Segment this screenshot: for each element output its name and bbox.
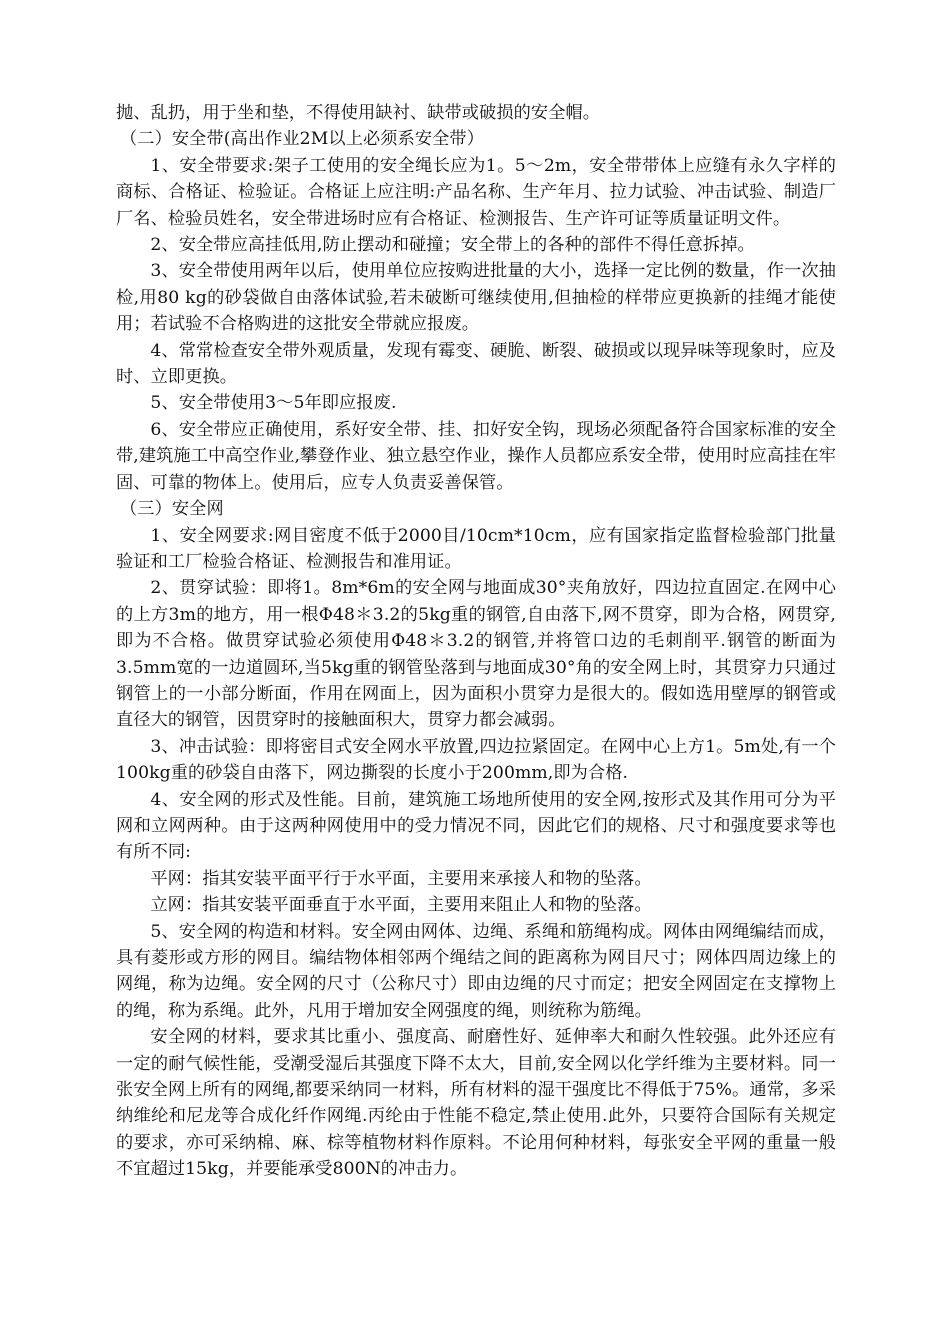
document-body: [116, 100, 836, 1183]
paragraph: 平网：指其安装平面平行于水平面，主要用来承接人和物的坠落。: [150, 868, 652, 889]
paragraph: 2、贯穿试验：即将1。8m*6m的安全网与地面成30°夹角放好，四边拉直固定.在网中心的上方3m的地方，用一根Φ48＊3.2的5kg重的钢管,自由落下,网不贯穿，即为合格，网贯穿,即为不合格。做贯穿试验必须使用Φ48＊3.2的钢管,并将管口边的毛刺削平.钢管的断面为3.5mm宽的一边道圆环,当5kg重的钢管坠落到与地面成30°角的安全网上时，其贯穿力只通过钢管上的一小部分断面，作用在网面上，因为面积小贯穿力是很大的。假如选用壁厚的钢管或直径大的钢管，因贯穿时的接触面积大，贯穿力都会减弱。: [116, 578, 836, 731]
section-heading-safety-net: （三）安全网: [120, 499, 224, 520]
section-heading-safety-belt: （二）安全带(高出作业2M以上必须系安全带）: [120, 129, 485, 150]
paragraph: 5、安全网的构造和材料。安全网由网体、边绳、系绳和筋绳构成。网体由网绳编结而成，具有菱形或方形的网目。编结物体相邻两个绳结之间的距离称为网目尺寸；网体四周边缘上的网绳，称为边绳。安全网的尺寸（公称尺寸）即由边绳的尺寸而定；把安全网固定在支撑物上的绳，称为系绳。此外，凡用于增加安全网强度的绳，则统称为筋绳。: [116, 921, 836, 1021]
paragraph: 4、常常检查安全带外观质量，发现有霉变、硬脆、断裂、破损或以现异味等现象时，应及时、立即更换。: [116, 340, 836, 388]
paragraph: 4、安全网的形式及性能。目前，建筑施工场地所使用的安全网,按形式及其作用可分为平网和立网两种。由于这两种网使用中的受力情况不同，因此它们的规格、尺寸和强度要求等也有所不同:: [116, 789, 836, 863]
paragraph: 3、冲击试验：即将密目式安全网水平放置,四边拉紧固定。在网中心上方1。5m处,有一个100kg重的砂袋自由落下，网边撕裂的长度小于200mm,即为合格.: [116, 736, 836, 784]
paragraph: 6、安全带应正确使用，系好安全带、挂、扣好安全钩，现场必须配备符合国家标准的安全带,建筑施工中高空作业,攀登作业、独立悬空作业，操作人员都应系安全带，使用时应高挂在牢固、可靠的物体上。使用后，应专人负责妥善保管。: [116, 419, 836, 493]
paragraph: 2、安全带应高挂低用,防止摆动和碰撞；安全带上的各种的部件不得任意拆掉。: [150, 235, 755, 256]
paragraph: 1、安全带要求:架子工使用的安全绳长应为1。5～2m，安全带带体上应缝有永久字样的商标、合格证、检验证。合格证上应注明:产品名称、生产年月、拉力试验、冲击试验、制造厂厂名、检验员姓名，安全带进场时应有合格证、检测报告、生产许可证等质量证明文件。: [116, 155, 836, 229]
paragraph-continued: 抛、乱扔，用于坐和垫，不得使用缺衬、缺带或破损的安全帽。: [116, 103, 601, 123]
paragraph: 立网：指其安装平面垂直于水平面，主要用来阻止人和物的坠落。: [150, 895, 652, 916]
paragraph: 安全网的材料，要求其比重小、强度高、耐磨性好、延伸率大和耐久性较强。此外还应有一定的耐气候性能，受潮受湿后其强度下降不太大，目前,安全网以化学纤维为主要材料。同一张安全网上所有的网绳,都要采纳同一材料，所有材料的湿干强度比不得低于75%。通常，多采纳维纶和尼龙等合成化纤作网绳.丙纶由于性能不稳定,禁止使用.此外，只要符合国际有关规定的要求，亦可采纳棉、麻、棕等植物材料作原料。不论用何种材料，每张安全平网的重量一般不宜超过15kg，并要能承受800N的冲击力。: [116, 1027, 836, 1180]
paragraph: 3、安全带使用两年以后，使用单位应按购进批量的大小，选择一定比例的数量，作一次抽检,用80 kg的砂袋做自由落体试验,若未破断可继续使用,但抽检的样带应更换新的挂绳才能使用；若试验不合格购进的这批安全带就应报废。: [116, 261, 836, 335]
paragraph: 1、安全网要求:网目密度不低于2000目/10cm*10cm，应有国家指定监督检验部门批量验证和工厂检验合格证、检测报告和准用证。: [116, 525, 836, 572]
paragraph: 5、安全带使用3～5年即应报废.: [150, 393, 397, 414]
